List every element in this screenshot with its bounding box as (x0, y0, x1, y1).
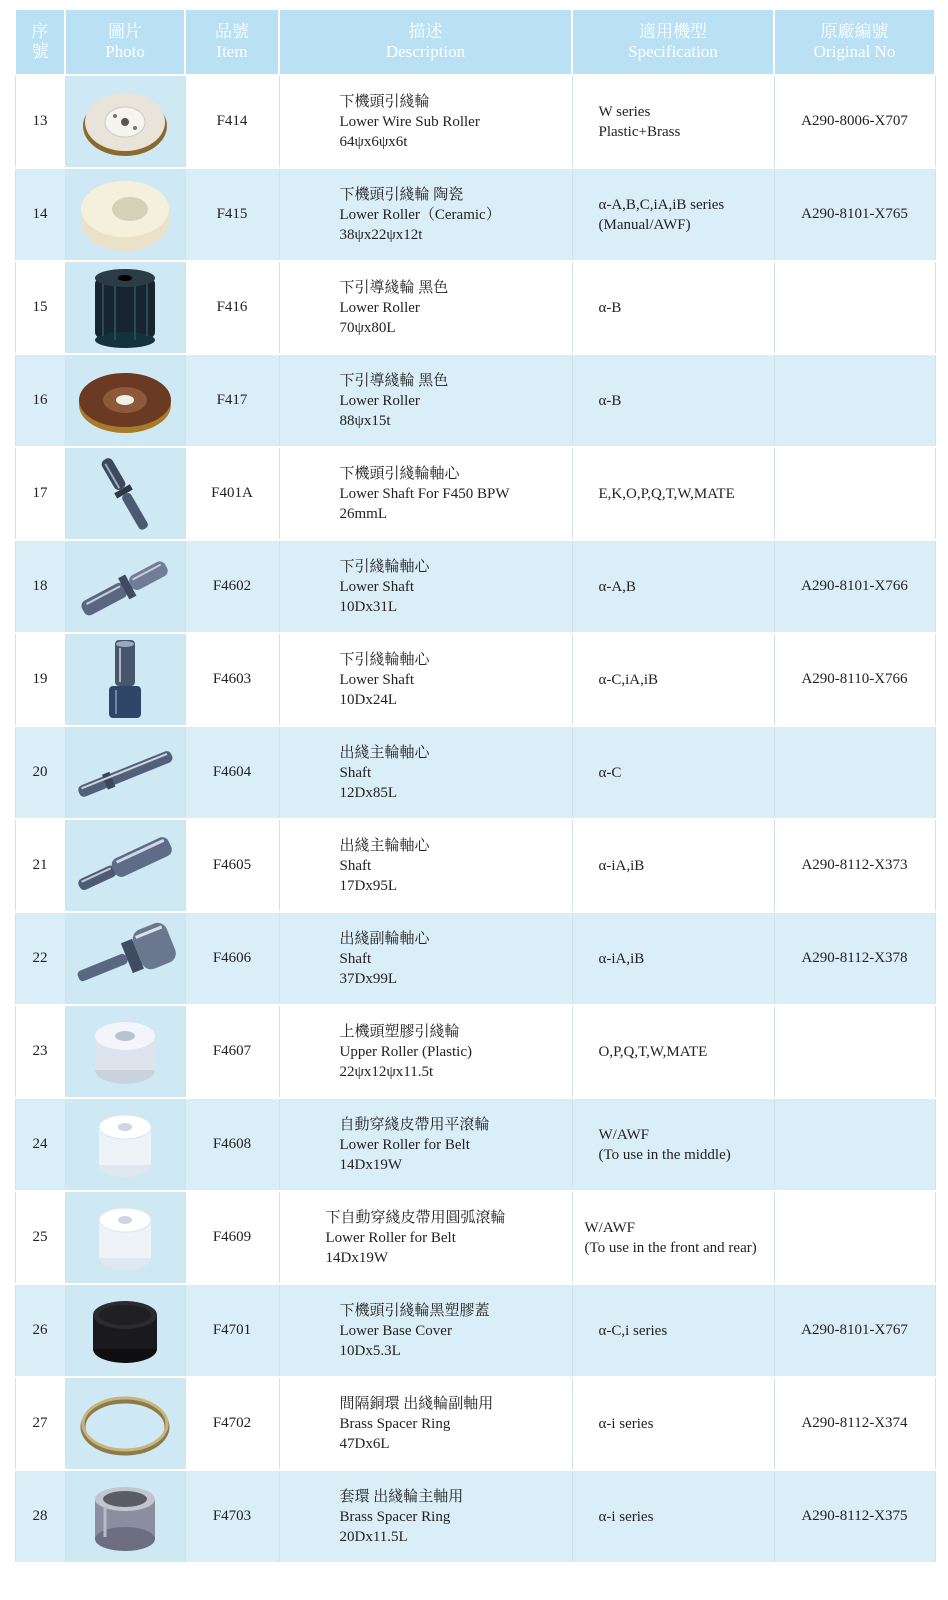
table-row (15, 819, 935, 912)
description-line: 下機頭引綫輪軸心 (339, 465, 460, 482)
description-line: 38ψx22ψx12t (339, 226, 423, 243)
long-shaft-icon (66, 743, 185, 803)
specification-line: α-C,iA,iB (598, 671, 659, 688)
item-code: F416 (185, 261, 279, 354)
description-line: Brass Spacer Ring (339, 1415, 451, 1432)
description-line: 22ψx12ψx11.5t (339, 1063, 434, 1080)
specification-line: α-A,B,C,iA,iB series (598, 196, 725, 213)
shaft-upright-icon (66, 638, 185, 722)
table-row (15, 1098, 935, 1191)
description-cell (279, 447, 572, 540)
row-number: 26 (15, 1284, 65, 1377)
description-line: Lower Shaft (339, 671, 415, 688)
original-number: A290-8110-X766 (774, 633, 935, 726)
part-photo (65, 1470, 185, 1563)
part-photo (65, 726, 185, 819)
part-photo (65, 819, 185, 912)
row-number: 13 (15, 75, 65, 168)
specification-cell (572, 261, 774, 354)
specification-cell (572, 1191, 774, 1284)
specification-cell (572, 912, 774, 1005)
original-number (774, 354, 935, 447)
description-line: 14Dx19W (339, 1156, 402, 1173)
part-photo (65, 1098, 185, 1191)
description-cell (279, 726, 572, 819)
description-cell (279, 168, 572, 261)
original-number: A290-8112-X374 (774, 1377, 935, 1470)
description-line: Lower Roller（Ceramic） (339, 206, 501, 223)
row-number: 15 (15, 261, 65, 354)
description-line: 出綫主輪軸心 (339, 837, 430, 854)
shaft-diagonal-icon (66, 552, 185, 622)
specification-line: α-iA,iB (598, 857, 645, 874)
table-row (15, 1470, 935, 1563)
item-code: F4603 (185, 633, 279, 726)
row-number: 28 (15, 1470, 65, 1563)
description-line: 下自動穿綫皮帶用圓弧滾輪 (325, 1209, 506, 1226)
header-no: 序 號 (15, 9, 65, 75)
description-line: Brass Spacer Ring (339, 1508, 451, 1525)
specification-cell (572, 819, 774, 912)
description-cell (279, 819, 572, 912)
original-number: A290-8112-X375 (774, 1470, 935, 1563)
header-item: 品號 Item (185, 9, 279, 75)
description-cell (279, 540, 572, 633)
specification-line: W/AWF (598, 1126, 649, 1143)
original-number (774, 1098, 935, 1191)
description-line: 下引綫輪軸心 (339, 558, 430, 575)
item-code: F4605 (185, 819, 279, 912)
specification-cell (572, 1284, 774, 1377)
description-line: 37Dx99L (339, 970, 397, 987)
description-line: 10Dx31L (339, 598, 397, 615)
part-photo (65, 261, 185, 354)
wire-roller-icon (66, 84, 185, 160)
part-photo (65, 1377, 185, 1470)
description-line: 17Dx95L (339, 877, 397, 894)
specification-line: α-B (598, 299, 622, 316)
table-row (15, 1284, 935, 1377)
part-photo (65, 354, 185, 447)
description-line: Lower Roller (339, 299, 420, 316)
item-code: F4607 (185, 1005, 279, 1098)
table-row (15, 912, 935, 1005)
black-roller-icon (66, 266, 185, 350)
description-line: 下引導綫輪 黑色 (339, 279, 449, 296)
item-code: F4606 (185, 912, 279, 1005)
row-number: 18 (15, 540, 65, 633)
part-photo (65, 447, 185, 540)
description-line: 套環 出綫輪主軸用 (339, 1488, 464, 1505)
description-line: 自動穿綫皮帶用平滾輪 (339, 1116, 490, 1133)
specification-line: α-C,i series (598, 1322, 668, 1339)
description-line: 12Dx85L (339, 784, 397, 801)
description-line: Lower Roller (339, 392, 420, 409)
description-cell (279, 354, 572, 447)
row-number: 20 (15, 726, 65, 819)
table-row (15, 261, 935, 354)
original-number (774, 447, 935, 540)
item-code: F4703 (185, 1470, 279, 1563)
original-number (774, 1005, 935, 1098)
description-line: Lower Roller for Belt (325, 1229, 456, 1246)
specification-cell (572, 1470, 774, 1563)
description-cell (279, 1098, 572, 1191)
specification-cell (572, 354, 774, 447)
item-code: F4602 (185, 540, 279, 633)
row-number: 14 (15, 168, 65, 261)
item-code: F414 (185, 75, 279, 168)
specification-line: (To use in the front and rear) (584, 1239, 757, 1256)
description-line: 下引導綫輪 黑色 (339, 372, 449, 389)
description-line: 下引綫輪軸心 (339, 651, 430, 668)
description-line: Lower Wire Sub Roller (339, 113, 480, 130)
description-line: Upper Roller (Plastic) (339, 1043, 472, 1060)
description-line: 26mmL (339, 505, 387, 522)
description-line: 下機頭引綫輪 (339, 93, 430, 110)
part-photo (65, 1005, 185, 1098)
description-line: 上機頭塑膠引綫輪 (339, 1023, 460, 1040)
original-number: A290-8006-X707 (774, 75, 935, 168)
table-row (15, 540, 935, 633)
specification-cell (572, 633, 774, 726)
part-photo (65, 540, 185, 633)
part-photo (65, 75, 185, 168)
original-number: A290-8112-X378 (774, 912, 935, 1005)
specification-cell (572, 168, 774, 261)
table-row (15, 726, 935, 819)
specification-cell (572, 75, 774, 168)
header-description: 描述 Description (279, 9, 572, 75)
description-line: 88ψx15t (339, 412, 391, 429)
header-original-no: 原廠編號 Original No (774, 9, 935, 75)
specification-cell (572, 1005, 774, 1098)
table-row (15, 1377, 935, 1470)
table-row (15, 75, 935, 168)
item-code: F401A (185, 447, 279, 540)
part-photo (65, 1284, 185, 1377)
original-number: A290-8101-X765 (774, 168, 935, 261)
row-number: 24 (15, 1098, 65, 1191)
original-number (774, 726, 935, 819)
part-photo (65, 633, 185, 726)
specification-line: W/AWF (584, 1219, 635, 1236)
description-line: Lower Shaft (339, 578, 415, 595)
white-roller-icon (66, 1107, 185, 1183)
description-cell (279, 1470, 572, 1563)
part-photo (65, 168, 185, 261)
specification-cell (572, 726, 774, 819)
description-line: 14Dx19W (325, 1249, 388, 1266)
specification-cell (572, 1377, 774, 1470)
description-line: 下機頭引綫輪黑塑膠蓋 (339, 1302, 490, 1319)
description-line: 70ψx80L (339, 319, 396, 336)
description-line: Shaft (339, 764, 372, 781)
row-number: 23 (15, 1005, 65, 1098)
specification-line: O,P,Q,T,W,MATE (598, 1043, 708, 1060)
thin-ring-icon (66, 1389, 185, 1459)
description-cell (279, 1005, 572, 1098)
item-code: F4608 (185, 1098, 279, 1191)
description-cell (279, 633, 572, 726)
flanged-shaft-icon (66, 921, 185, 997)
item-code: F4604 (185, 726, 279, 819)
specification-line: α-A,B (598, 578, 636, 595)
description-line: 下機頭引綫輪 陶瓷 (339, 186, 464, 203)
table-row (15, 1191, 935, 1284)
metal-cup-icon (66, 1477, 185, 1557)
specification-line: α-i series (598, 1415, 654, 1432)
original-number: A290-8112-X373 (774, 819, 935, 912)
description-line: 10Dx24L (339, 691, 397, 708)
description-line: 64ψx6ψx6t (339, 133, 408, 150)
specification-line: α-i series (598, 1508, 654, 1525)
original-number: A290-8101-X766 (774, 540, 935, 633)
thick-shaft-icon (66, 831, 185, 901)
specification-line: Plastic+Brass (598, 123, 681, 140)
description-line: Shaft (339, 857, 372, 874)
description-line: Lower Shaft For F450 BPW (339, 485, 510, 502)
shaft-vertical-icon (66, 452, 185, 536)
table-row (15, 633, 935, 726)
original-number (774, 1191, 935, 1284)
specification-line: (To use in the middle) (598, 1146, 731, 1163)
specification-cell (572, 1098, 774, 1191)
black-cover-icon (66, 1293, 185, 1369)
part-photo (65, 1191, 185, 1284)
description-cell (279, 261, 572, 354)
item-code: F417 (185, 354, 279, 447)
item-code: F4609 (185, 1191, 279, 1284)
row-number: 25 (15, 1191, 65, 1284)
specification-line: α-iA,iB (598, 950, 645, 967)
specification-line: W series (598, 103, 651, 120)
description-line: 出綫副輪軸心 (339, 930, 430, 947)
description-line: 20Dx11.5L (339, 1528, 408, 1545)
row-number: 21 (15, 819, 65, 912)
row-number: 16 (15, 354, 65, 447)
part-photo (65, 912, 185, 1005)
item-code: F4702 (185, 1377, 279, 1470)
row-number: 22 (15, 912, 65, 1005)
table-row (15, 1005, 935, 1098)
description-cell (279, 1377, 572, 1470)
ceramic-ring-icon (66, 175, 185, 255)
table-row (15, 447, 935, 540)
header-row (15, 9, 935, 75)
original-number (774, 261, 935, 354)
item-code: F4701 (185, 1284, 279, 1377)
parts-catalog-table (14, 8, 936, 1564)
description-cell (279, 1191, 572, 1284)
specification-cell (572, 447, 774, 540)
description-line: Lower Base Cover (339, 1322, 452, 1339)
row-number: 19 (15, 633, 65, 726)
white-roller-icon (66, 1200, 185, 1276)
description-line: 出綫主輪軸心 (339, 744, 430, 761)
specification-line: α-C (598, 764, 622, 781)
brass-disc-icon (66, 365, 185, 437)
specification-cell (572, 540, 774, 633)
specification-line: α-B (598, 392, 622, 409)
row-number: 17 (15, 447, 65, 540)
table-row (15, 168, 935, 261)
specification-line: (Manual/AWF) (598, 216, 691, 233)
plastic-roller-icon (66, 1014, 185, 1090)
description-cell (279, 75, 572, 168)
specification-line: E,K,O,P,Q,T,W,MATE (598, 485, 735, 502)
description-line: Shaft (339, 950, 372, 967)
description-line: 47Dx6L (339, 1435, 390, 1452)
description-line: Lower Roller for Belt (339, 1136, 470, 1153)
original-number: A290-8101-X767 (774, 1284, 935, 1377)
header-specification: 適用機型 Specification (572, 9, 774, 75)
table-row (15, 354, 935, 447)
row-number: 27 (15, 1377, 65, 1470)
item-code: F415 (185, 168, 279, 261)
header-photo: 圖片 Photo (65, 9, 185, 75)
description-cell (279, 1284, 572, 1377)
description-line: 間隔銅環 出綫輪副軸用 (339, 1395, 494, 1412)
description-line: 10Dx5.3L (339, 1342, 401, 1359)
description-cell (279, 912, 572, 1005)
